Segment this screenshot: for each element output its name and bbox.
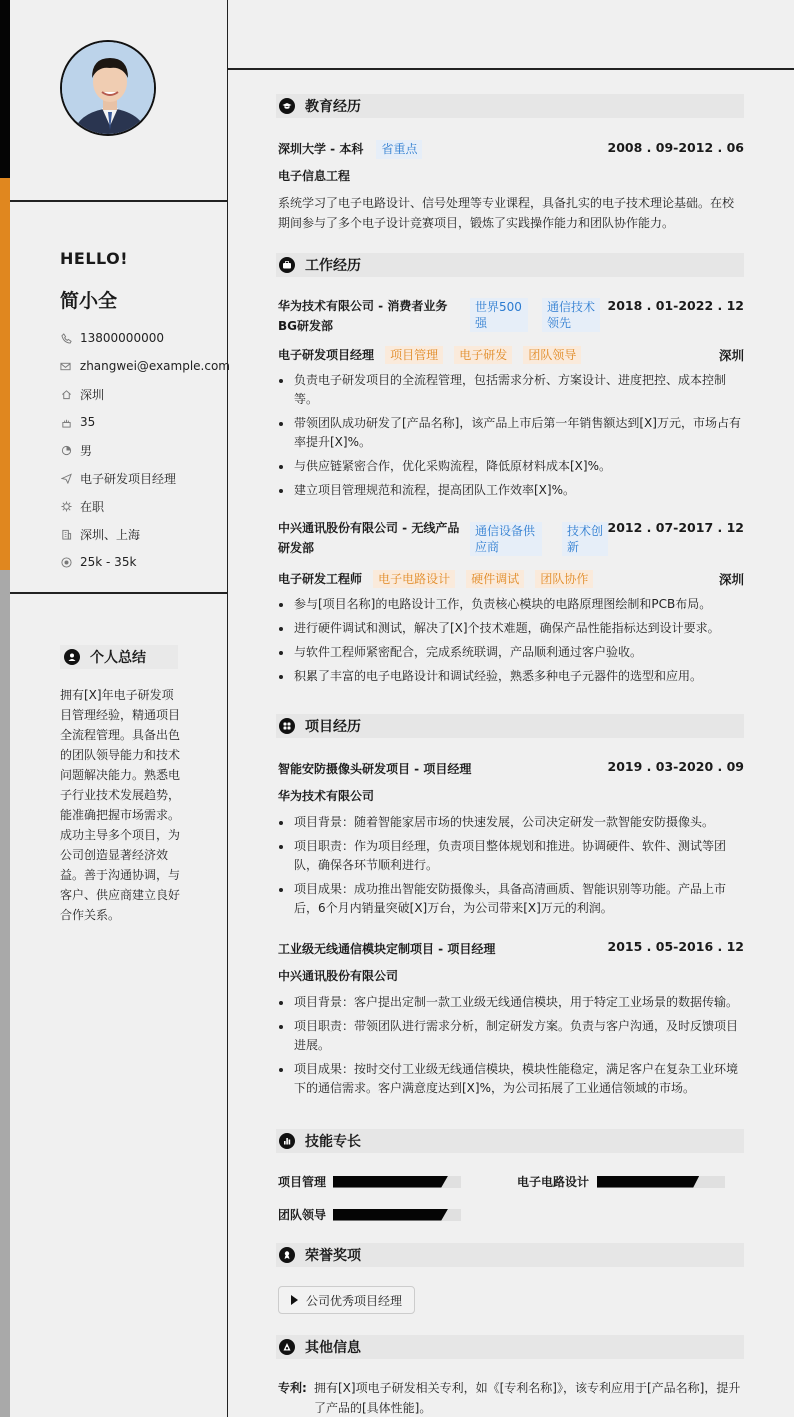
job-2-position: 电子研发工程师 bbox=[278, 572, 363, 586]
status-text: 在职 bbox=[80, 499, 105, 514]
education-description: 系统学习了电子电路设计、信号处理等专业课程，具备扎实的电子技术理论基础。在校期间参与了多个电子设计竞赛项目，锻炼了实践操作能力和团队协作能力。 bbox=[278, 196, 735, 230]
project-2-name: 工业级无线通信模块定制项目 - 项目经理 bbox=[278, 942, 496, 956]
job-1-tag-1: 世界500强 bbox=[470, 298, 528, 332]
sidebar bbox=[10, 0, 228, 1417]
job-2-city: 深圳 bbox=[718, 572, 744, 587]
skill-1-bar-fill bbox=[333, 1176, 448, 1188]
other-section-heading bbox=[276, 1335, 744, 1359]
info-age bbox=[60, 408, 230, 436]
list-item: 项目职责：带领团队进行需求分析，制定研发方案。负责与客户沟通，及时反馈项目进展。 bbox=[278, 1017, 744, 1055]
list-item: 项目成果：按时交付工业级无线通信模块，模块性能稳定，满足客户在复杂工业环境下的通信需求。客户满意度达到[X]%，为公司拓展了工业通信领域的市场。 bbox=[278, 1060, 744, 1098]
skill-3-bar bbox=[333, 1209, 461, 1221]
age-icon bbox=[60, 416, 72, 428]
job-2-tag-2: 技术创新 bbox=[562, 522, 608, 556]
work-city-text: 深圳、上海 bbox=[80, 527, 141, 542]
info-email bbox=[60, 352, 230, 380]
list-item: 项目背景：客户提出定制一款工业级无线通信模块，用于特定工业场景的数据传输。 bbox=[278, 993, 744, 1012]
job-1-skill-1: 项目管理 bbox=[385, 346, 443, 364]
play-triangle-icon bbox=[291, 1295, 298, 1305]
job-1-company: 华为技术有限公司 - 消费者业务BG研发部 bbox=[278, 299, 448, 333]
education-section-heading bbox=[276, 94, 744, 118]
skill-1-bar bbox=[333, 1176, 461, 1188]
education-title: 教育经历 bbox=[305, 99, 361, 115]
project-2-company: 中兴通讯股份有限公司 bbox=[278, 969, 399, 983]
job-2-date: 2012 . 07-2017 . 12 bbox=[607, 520, 744, 535]
job-2-position-row bbox=[278, 568, 744, 588]
awards-title: 荣誉奖项 bbox=[305, 1248, 361, 1264]
gender-icon bbox=[60, 444, 72, 456]
education-header-row bbox=[278, 138, 744, 158]
list-item: 与供应链紧密合作，优化采购流程，降低原材料成本[X]%。 bbox=[278, 457, 744, 476]
skills-title: 技能专长 bbox=[305, 1134, 361, 1150]
person-name: 简小全 bbox=[60, 290, 118, 312]
award-item[interactable] bbox=[278, 1286, 415, 1314]
job-1-tag-2: 通信技术领先 bbox=[542, 298, 600, 332]
sidebar-divider-top bbox=[10, 200, 228, 202]
skill-2-name: 电子电路设计 bbox=[517, 1175, 590, 1189]
color-stripe-middle bbox=[0, 178, 10, 570]
patent-text: 拥有[X]项电子研发相关专利，如《[专利名称]》，该专利应用于[产品名称]，提升了产品的[具体性能]。 bbox=[314, 1381, 741, 1415]
info-salary bbox=[60, 548, 230, 576]
list-item: 负责电子研发项目的全流程管理，包括需求分析、方案设计、进度把控、成本控制等。 bbox=[278, 371, 744, 409]
info-badge-icon bbox=[279, 1339, 295, 1355]
award-icon bbox=[279, 1247, 295, 1263]
skill-3-bar-fill bbox=[333, 1209, 448, 1221]
grid-icon bbox=[279, 718, 295, 734]
job-2-skill-2: 硬件调试 bbox=[466, 570, 524, 588]
project-2-bullets bbox=[278, 993, 744, 1103]
phone-text: 13800000000 bbox=[80, 331, 164, 345]
info-gender bbox=[60, 436, 230, 464]
project-1-date: 2019 . 03-2020 . 09 bbox=[607, 759, 744, 774]
list-item: 项目成果：成功推出智能安防摄像头，具备高清画质、智能识别等功能。产品上市后，6个月内销量突破[X]万台，为公司带来[X]万元的利润。 bbox=[278, 880, 744, 918]
work-section-heading bbox=[276, 253, 744, 277]
list-item: 建立项目管理规范和流程，提高团队工作效率[X]%。 bbox=[278, 481, 744, 500]
job-2-tag-1: 通信设备供应商 bbox=[470, 522, 542, 556]
building-icon bbox=[60, 528, 72, 540]
job-1-date: 2018 . 01-2022 . 12 bbox=[607, 298, 744, 313]
job-1-city: 深圳 bbox=[718, 348, 744, 363]
salary-text: 25k - 35k bbox=[80, 555, 137, 569]
city-text: 深圳 bbox=[80, 387, 105, 402]
project-1-company: 华为技术有限公司 bbox=[278, 789, 375, 803]
job-1-skill-3: 团队领导 bbox=[523, 346, 581, 364]
info-phone bbox=[60, 324, 230, 352]
education-date: 2008 . 09-2012 . 06 bbox=[607, 140, 744, 155]
gender-text: 男 bbox=[80, 443, 93, 458]
color-stripe-top bbox=[0, 0, 10, 178]
skill-2-bar bbox=[597, 1176, 725, 1188]
list-item: 项目职责：作为项目经理，负责项目整体规划和推进。协调硬件、软件、测试等团队，确保各环节顺利进行。 bbox=[278, 837, 744, 875]
position-text: 电子研发项目经理 bbox=[80, 471, 177, 486]
email-text: zhangwei@example.com bbox=[79, 359, 230, 373]
projects-section-heading bbox=[276, 714, 744, 738]
status-icon bbox=[60, 500, 72, 512]
project-1-name: 智能安防摄像头研发项目 - 项目经理 bbox=[278, 762, 472, 776]
other-info-row bbox=[278, 1378, 744, 1417]
color-stripe-bottom bbox=[0, 570, 10, 1417]
list-item: 参与[项目名称]的电路设计工作，负责核心模块的电路原理图绘制和PCB布局。 bbox=[278, 595, 744, 614]
project-1-header bbox=[278, 758, 744, 778]
other-title: 其他信息 bbox=[305, 1340, 361, 1356]
graduation-cap-icon bbox=[279, 98, 295, 114]
skill-item-2 bbox=[517, 1173, 725, 1190]
age-text: 35 bbox=[80, 415, 96, 429]
salary-icon bbox=[60, 556, 72, 568]
skill-item-3 bbox=[278, 1206, 461, 1223]
job-1-bullets bbox=[278, 371, 744, 505]
work-title: 工作经历 bbox=[305, 258, 361, 274]
skill-2-bar-fill bbox=[597, 1176, 699, 1188]
skill-item-1 bbox=[278, 1173, 461, 1190]
project-2-header bbox=[278, 938, 744, 958]
job-1-position-row bbox=[278, 344, 744, 364]
project-2-date: 2015 . 05-2016 . 12 bbox=[607, 939, 744, 954]
job-2-skill-1: 电子电路设计 bbox=[373, 570, 455, 588]
sidebar-divider-bottom bbox=[10, 592, 228, 594]
job-1-position: 电子研发项目经理 bbox=[278, 348, 375, 362]
list-item: 与软件工程师紧密配合，完成系统联调，产品顺利通过客户验收。 bbox=[278, 643, 744, 662]
skill-1-name: 项目管理 bbox=[278, 1175, 327, 1189]
list-item: 积累了丰富的电子电路设计和调试经验，熟悉多种电子元器件的选型和应用。 bbox=[278, 667, 744, 686]
job-1-skill-2: 电子研发 bbox=[454, 346, 512, 364]
main-top-divider bbox=[228, 68, 794, 70]
skills-section-heading bbox=[276, 1129, 744, 1153]
job-2-skill-3: 团队协作 bbox=[535, 570, 593, 588]
briefcase-icon bbox=[279, 257, 295, 273]
awards-section-heading bbox=[276, 1243, 744, 1267]
school-tag: 省重点 bbox=[376, 140, 422, 159]
job-1-header bbox=[278, 296, 744, 336]
mail-icon bbox=[60, 360, 72, 372]
contact-info-list bbox=[60, 324, 230, 576]
avatar bbox=[60, 40, 156, 136]
summary-text: 拥有[X]年电子研发项目管理经验，精通项目全流程管理。具备出色的团队领导能力和技术问题解决能力。熟悉电子行业技术发展趋势，能准确把握市场需求。成功主导多个项目，为公司创造显著经济效益。善于沟通协调，与客户、供应商建立良好合作关系。 bbox=[60, 688, 181, 922]
patent-label: 专利: bbox=[278, 1381, 307, 1395]
info-status bbox=[60, 492, 230, 520]
phone-icon bbox=[60, 332, 72, 344]
projects-title: 项目经历 bbox=[305, 719, 361, 735]
list-item: 进行硬件调试和测试，解决了[X]个技术难题，确保产品性能指标达到设计要求。 bbox=[278, 619, 744, 638]
list-item: 项目背景：随着智能家居市场的快速发展，公司决定研发一款智能安防摄像头。 bbox=[278, 813, 744, 832]
user-circle-icon bbox=[64, 649, 80, 665]
job-2-company: 中兴通讯股份有限公司 - 无线产品研发部 bbox=[278, 521, 460, 555]
home-icon bbox=[60, 388, 72, 400]
summary-heading bbox=[60, 645, 178, 669]
info-work-city bbox=[60, 520, 230, 548]
send-icon bbox=[60, 472, 72, 484]
info-city bbox=[60, 380, 230, 408]
major-name: 电子信息工程 bbox=[278, 169, 351, 183]
list-item: 带领团队成功研发了[产品名称]，该产品上市后第一年销售额达到[X]万元，市场占有率提升[X]%。 bbox=[278, 414, 744, 452]
job-2-bullets bbox=[278, 595, 744, 691]
bar-chart-icon bbox=[279, 1133, 295, 1149]
project-1-bullets bbox=[278, 813, 744, 923]
summary-title: 个人总结 bbox=[90, 650, 146, 666]
main-content bbox=[228, 0, 794, 1417]
school-name: 深圳大学 - 本科 bbox=[278, 142, 364, 156]
award-label: 公司优秀项目经理 bbox=[306, 1293, 403, 1308]
info-position bbox=[60, 464, 230, 492]
hello-heading: HELLO! bbox=[60, 249, 129, 268]
skill-3-name: 团队领导 bbox=[278, 1208, 327, 1222]
job-2-header bbox=[278, 518, 744, 558]
